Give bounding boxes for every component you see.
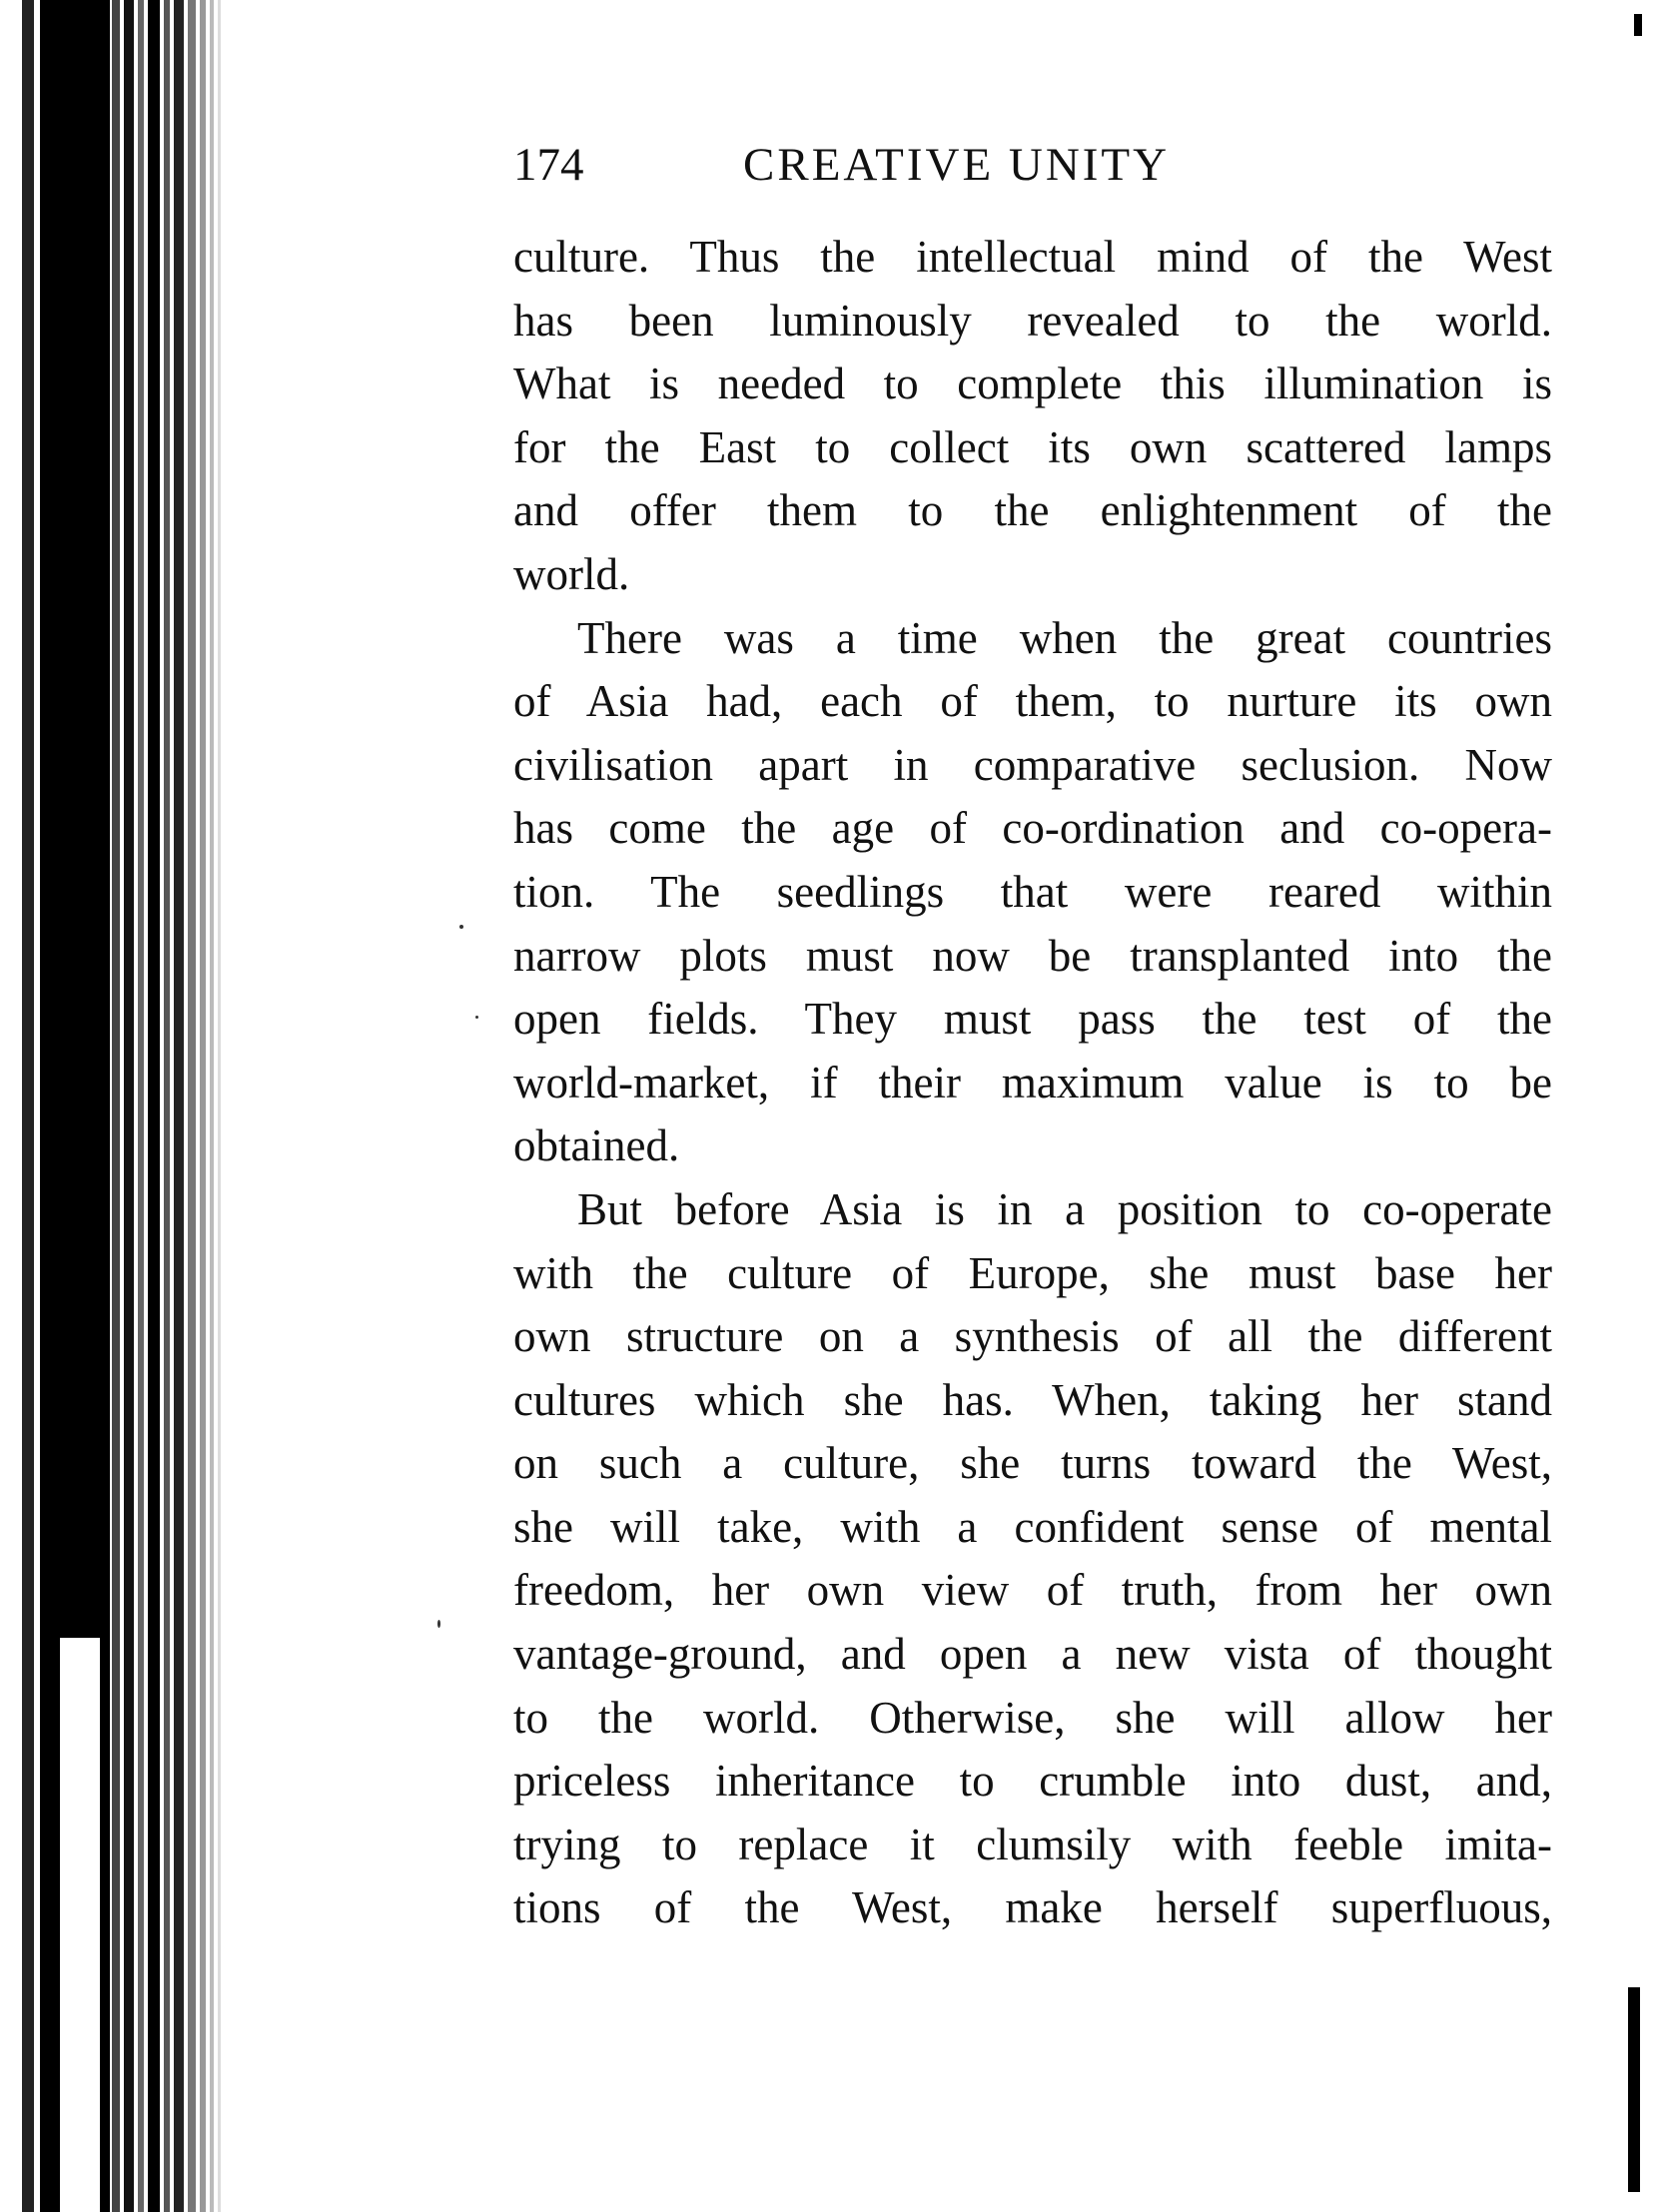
text-line: vantage-ground, and open a new vista of thought	[513, 1629, 1552, 1680]
page-header	[513, 138, 1552, 208]
running-title: CREATIVE UNITY	[743, 139, 1171, 191]
text-line: trying to replace it clumsily with feeble imita-	[513, 1819, 1552, 1869]
corner-mark	[1634, 14, 1642, 36]
text-line: has come the age of co-ordination and co-opera-	[513, 803, 1552, 854]
text-line: own structure on a synthesis of all the different	[513, 1311, 1552, 1362]
text-line: world-market, if their maximum value is to be	[513, 1057, 1552, 1107]
text-line: to the world. Otherwise, she will allow her	[513, 1692, 1552, 1743]
body-text	[513, 226, 1552, 1940]
text-line: with the culture of Europe, she must base her	[513, 1247, 1552, 1298]
page-number: 174	[513, 139, 584, 191]
paragraph	[513, 1178, 1552, 1940]
text-line: tions of the West, make herself superfluous,	[513, 1882, 1552, 1933]
text-line: cultures which she has. When, taking her stand	[513, 1374, 1552, 1425]
right-edge-mark	[1628, 1987, 1640, 2192]
text-line: What is needed to complete this illumination is	[513, 359, 1552, 409]
text-line: on such a culture, she turns toward the West,	[513, 1438, 1552, 1489]
text-line: has been luminously revealed to the world.	[513, 295, 1552, 346]
text-line: culture. Thus the intellectual mind of the West	[513, 232, 1552, 282]
text-line: she will take, with a confident sense of mental	[513, 1501, 1552, 1552]
scan-speck	[475, 1016, 478, 1019]
scan-speck	[459, 925, 463, 929]
scan-speck	[437, 1620, 440, 1628]
paragraph	[513, 226, 1552, 607]
text-line: and offer them to the enlightenment of the	[513, 485, 1552, 536]
text-line: But before Asia is in a position to co-operate	[577, 1183, 1552, 1234]
text-line: There was a time when the great countries	[577, 612, 1552, 663]
scanned-binding-edge	[0, 0, 230, 2212]
text-line: priceless inheritance to crumble into dust, and,	[513, 1756, 1552, 1807]
text-line: open fields. They must pass the test of the	[513, 994, 1552, 1045]
text-line: world.	[513, 548, 630, 599]
text-line: freedom, her own view of truth, from her own	[513, 1565, 1552, 1616]
paragraph	[513, 607, 1552, 1178]
text-line: tion. The seedlings that were reared within	[513, 866, 1552, 917]
text-line: of Asia had, each of them, to nurture its own	[513, 676, 1552, 727]
text-line: narrow plots must now be transplanted into the	[513, 930, 1552, 981]
text-line: for the East to collect its own scattered lamps	[513, 421, 1552, 472]
text-line: obtained.	[513, 1120, 680, 1171]
text-line: civilisation apart in comparative seclusion. Now	[513, 739, 1552, 790]
